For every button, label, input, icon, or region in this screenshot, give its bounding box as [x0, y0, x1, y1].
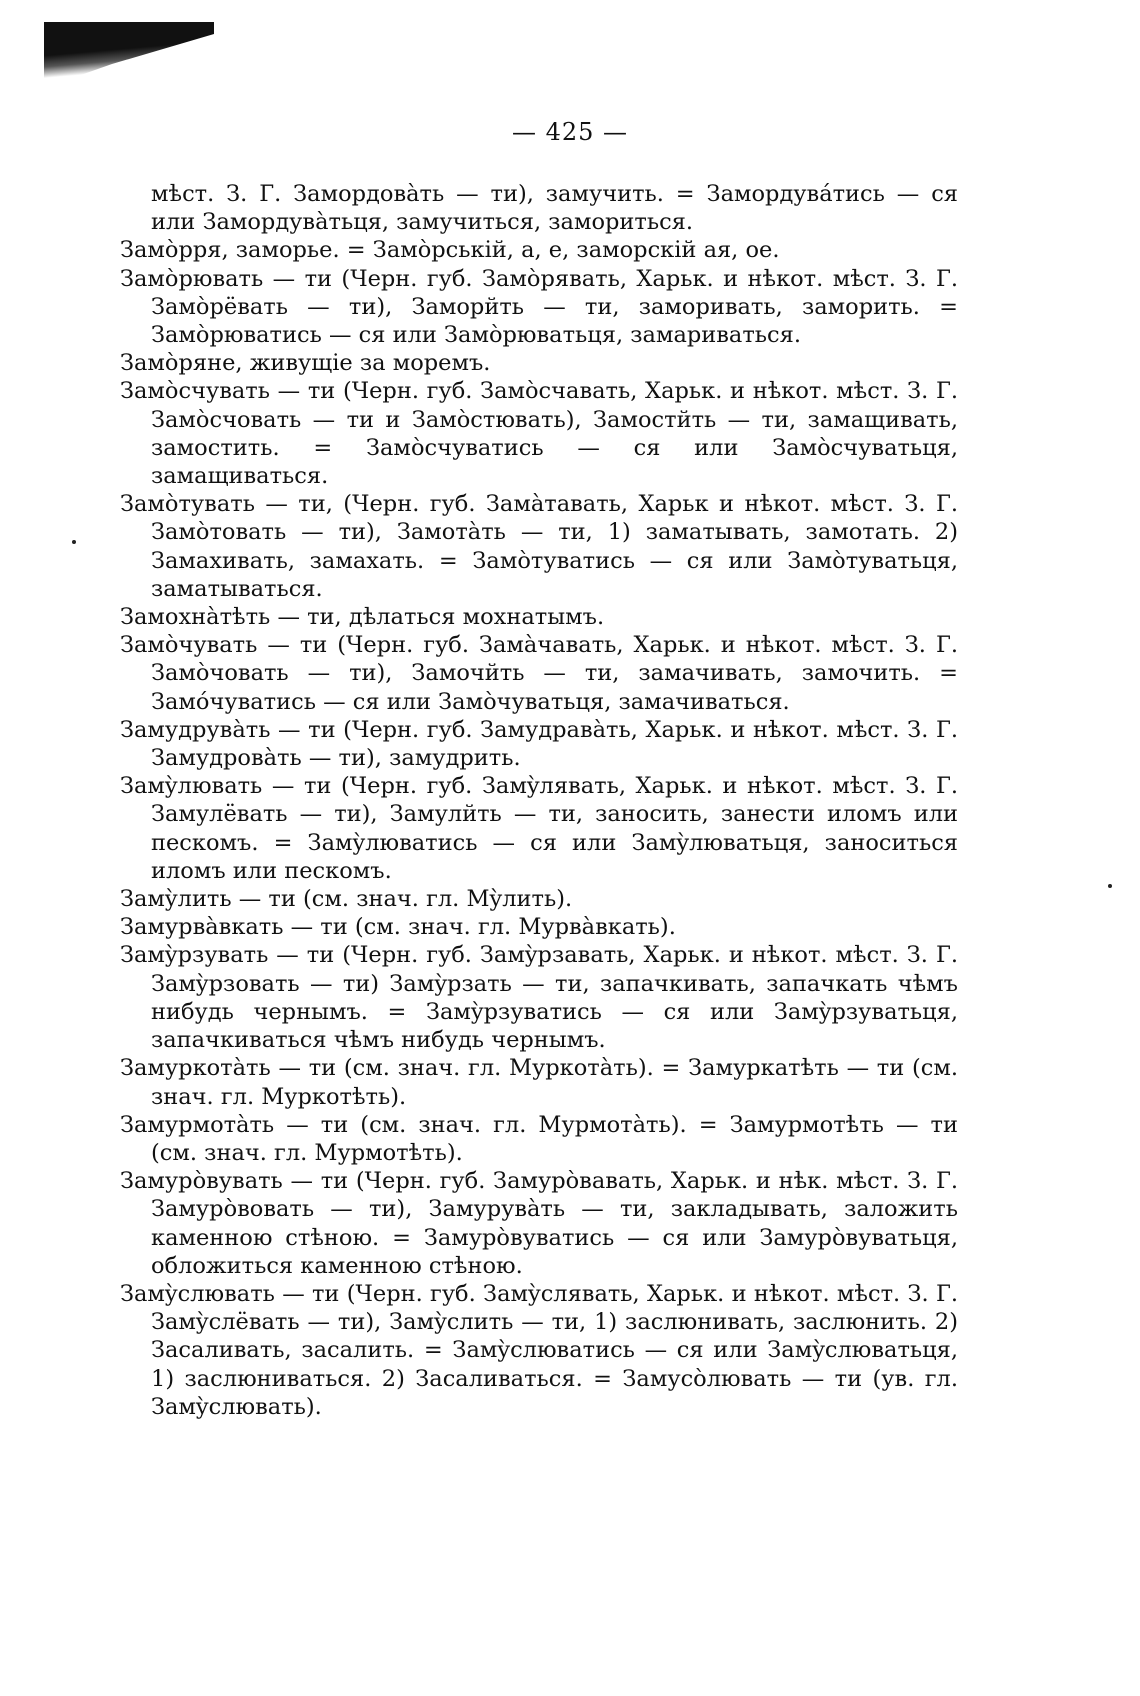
dictionary-entry: Замурòвувать — ти (Черн. губ. Замурòвавать, Харьк. и нѣк. мѣст. З. Г. Замурòвовать — ти), Замурувàть — ти, закладывать, заложить каменною стѣною. = Замурòвуватись — ся или Замурòвуватьця, обложиться каменною стѣною.	[120, 1168, 958, 1279]
dictionary-entry: Замуркотàть — ти (см. знач. гл. Муркотàть). = Замуркатѣть — ти (см. знач. гл. Муркотѣть).	[120, 1055, 958, 1110]
stray-mark-left	[72, 540, 76, 544]
dictionary-entry: Замурмотàть — ти (см. знач. гл. Мурмотàть). = Замурмотѣть — ти (см. знач. гл. Мурмотѣть).	[120, 1111, 958, 1166]
dictionary-entry: Замòсчувать — ти (Черн. губ. Замòсчавать, Харьк. и нѣкот. мѣст. З. Г. Замòсчовать — ти и Замòстювать), Замостйть — ти, замащивать, замостить. = Замòсчуватись — ся или Замòсчуватьця, замащиваться.	[120, 378, 958, 490]
dictionary-text	[120, 180, 958, 1421]
dictionary-entry: Замурвàвкать — ти (см. знач. гл. Мурвàвкать).	[120, 914, 676, 941]
dictionary-entry: Замòрря, заморье. = Замòрській, а, е, заморскій ая, ое.	[120, 237, 780, 264]
dictionary-entry: мѣст. З. Г. Замордовàть — ти), замучить. = Замордувáтись — ся или Замордувàтьця, замучиться, замориться.	[151, 181, 958, 236]
dictionary-entry: Замохнàтѣть — ти, дѣлаться мохнатымъ.	[120, 604, 605, 631]
dictionary-entry: Замỳрзувать — ти (Черн. губ. Замỳрзавать, Харьк. и нѣкот. мѣст. З. Г. Замỳрзовать — ти) Замỳрзать — ти, запачкивать, запачкать чѣмъ нибудь чернымъ. = Замỳрзуватись — ся или Замỳрзуватьця, запачкиваться чѣмъ нибудь чернымъ.	[120, 942, 958, 1054]
scan-artifact	[44, 22, 214, 82]
dictionary-entry: Замỳлить — ти (см. знач. гл. Мỳлить).	[120, 886, 573, 913]
dictionary-entry: Замòрювать — ти (Черн. губ. Замòрявать, Харьк. и нѣкот. мѣст. З. Г. Замòрёвать — ти), Заморйть — ти, заморивать, заморить. = Замòрюватись — ся или Замòрюватьця, замариваться.	[120, 265, 958, 349]
stray-mark-right	[1108, 884, 1112, 888]
dictionary-entry: Замỳлювать — ти (Черн. губ. Замỳлявать, Харьк. и нѣкот. мѣст. З. Г. Замулёвать — ти), Замулйть — ти, заносить, занести иломъ или пескомъ. = Замỳлюватись — ся или Замỳлюватьця, заноситься иломъ или пескомъ.	[120, 773, 958, 884]
dictionary-entry: Замỳслювать — ти (Черн. губ. Замỳслявать, Харьк. и нѣкот. мѣст. З. Г. Замỳслёвать — ти), Замỳслить — ти, 1) заслюнивать, заслюнить. 2) Засаливать, засалить. = Замỳслюватись — ся или Замỳслюватьця, 1) заслюниваться. 2) Засаливаться. = Замусòлювать — ти (ув. гл. Замỳслювать).	[120, 1280, 958, 1420]
dictionary-entry: Замудрувàть — ти (Черн. губ. Замудравàть, Харьк. и нѣкот. мѣст. З. Г. Замудровàть — ти), замудрить.	[120, 716, 958, 772]
page-number: — 425 —	[511, 118, 629, 146]
dictionary-entry: Замòчувать — ти (Черн. губ. Замàчавать, Харьк. и нѣкот. мѣст. З. Г. Замòчовать — ти), Замочйть — ти, замачивать, замочить. = Замóчуватись — ся или Замòчуватьця, замачиваться.	[120, 632, 958, 715]
dictionary-entry: Замòряне, живущіе за моремъ.	[120, 350, 491, 377]
dictionary-entry: Замòтувать — ти, (Черн. губ. Замàтавать, Харьк и нѣкот. мѣст. З. Г. Замòтовать — ти), Замотàть — ти, 1) заматывать, замотать. 2) Замахивать, замахать. = Замòтуватись — ся или Замòтуватьця, заматываться.	[120, 491, 958, 602]
